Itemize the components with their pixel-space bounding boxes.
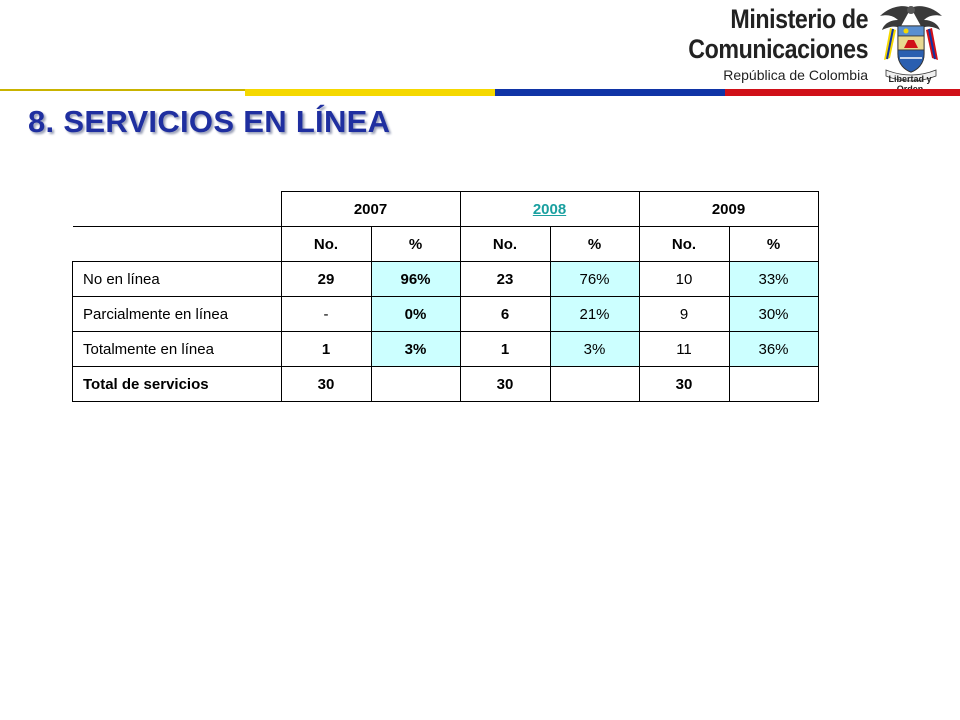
header-color-stripe [0,89,960,96]
services-table [72,191,819,402]
table-cell [550,367,639,402]
stripe-yellow [245,89,495,96]
table-total-row [73,367,819,402]
table-row [73,332,819,367]
stripe-red [725,89,960,96]
table-cell: 30 [639,367,729,402]
table-cell: 23 [460,262,550,297]
table-cell: 0% [371,297,460,332]
ministry-header [659,4,868,83]
table-cell: 29 [281,262,371,297]
table-cell: 33% [729,262,818,297]
table-row [73,262,819,297]
subheader-cell: No. [639,227,729,262]
table-cell: 21% [550,297,639,332]
row-label: Totalmente en línea [73,332,282,367]
page-title: 8. SERVICIOS EN LÍNEA [28,104,391,139]
table-cell: 6 [460,297,550,332]
table-cell: 76% [550,262,639,297]
table-cell: 30 [460,367,550,402]
table-cell: 3% [371,332,460,367]
table-row [73,297,819,332]
table-cell: 96% [371,262,460,297]
year-2008-link[interactable]: 2008 [460,192,639,227]
table-cell: 30% [729,297,818,332]
ministry-name-line2: Comunicaciones [688,34,868,64]
subheader-cell: No. [460,227,550,262]
stripe-blue [495,89,725,96]
country-name: República de Colombia [723,67,868,83]
ministry-name-line1: Ministerio de [730,4,868,34]
table-cell: 11 [639,332,729,367]
crest-motto: Libertad y [888,74,932,84]
table-cell: 36% [729,332,818,367]
subheader-cell: % [371,227,460,262]
row-label: Parcialmente en línea [73,297,282,332]
table-cell: - [281,297,371,332]
subheader-cell: % [729,227,818,262]
table-cell: 3% [550,332,639,367]
table-cell: 1 [281,332,371,367]
table-cell: 10 [639,262,729,297]
subheader-cell: % [550,227,639,262]
table-cell [371,367,460,402]
row-label: No en línea [73,262,282,297]
table-corner-cell [73,192,282,227]
table-cell: 30 [281,367,371,402]
stripe-thin-line [0,89,245,91]
year-2007-header: 2007 [281,192,460,227]
subheader-cell: No. [281,227,371,262]
table-cell: 1 [460,332,550,367]
table-year-header-row [73,192,819,227]
row-label: Total de servicios [73,367,282,402]
year-2009-header: 2009 [639,192,818,227]
table-cell [729,367,818,402]
table-subheader-row [73,227,819,262]
table-corner-cell [73,227,282,262]
table-cell: 9 [639,297,729,332]
